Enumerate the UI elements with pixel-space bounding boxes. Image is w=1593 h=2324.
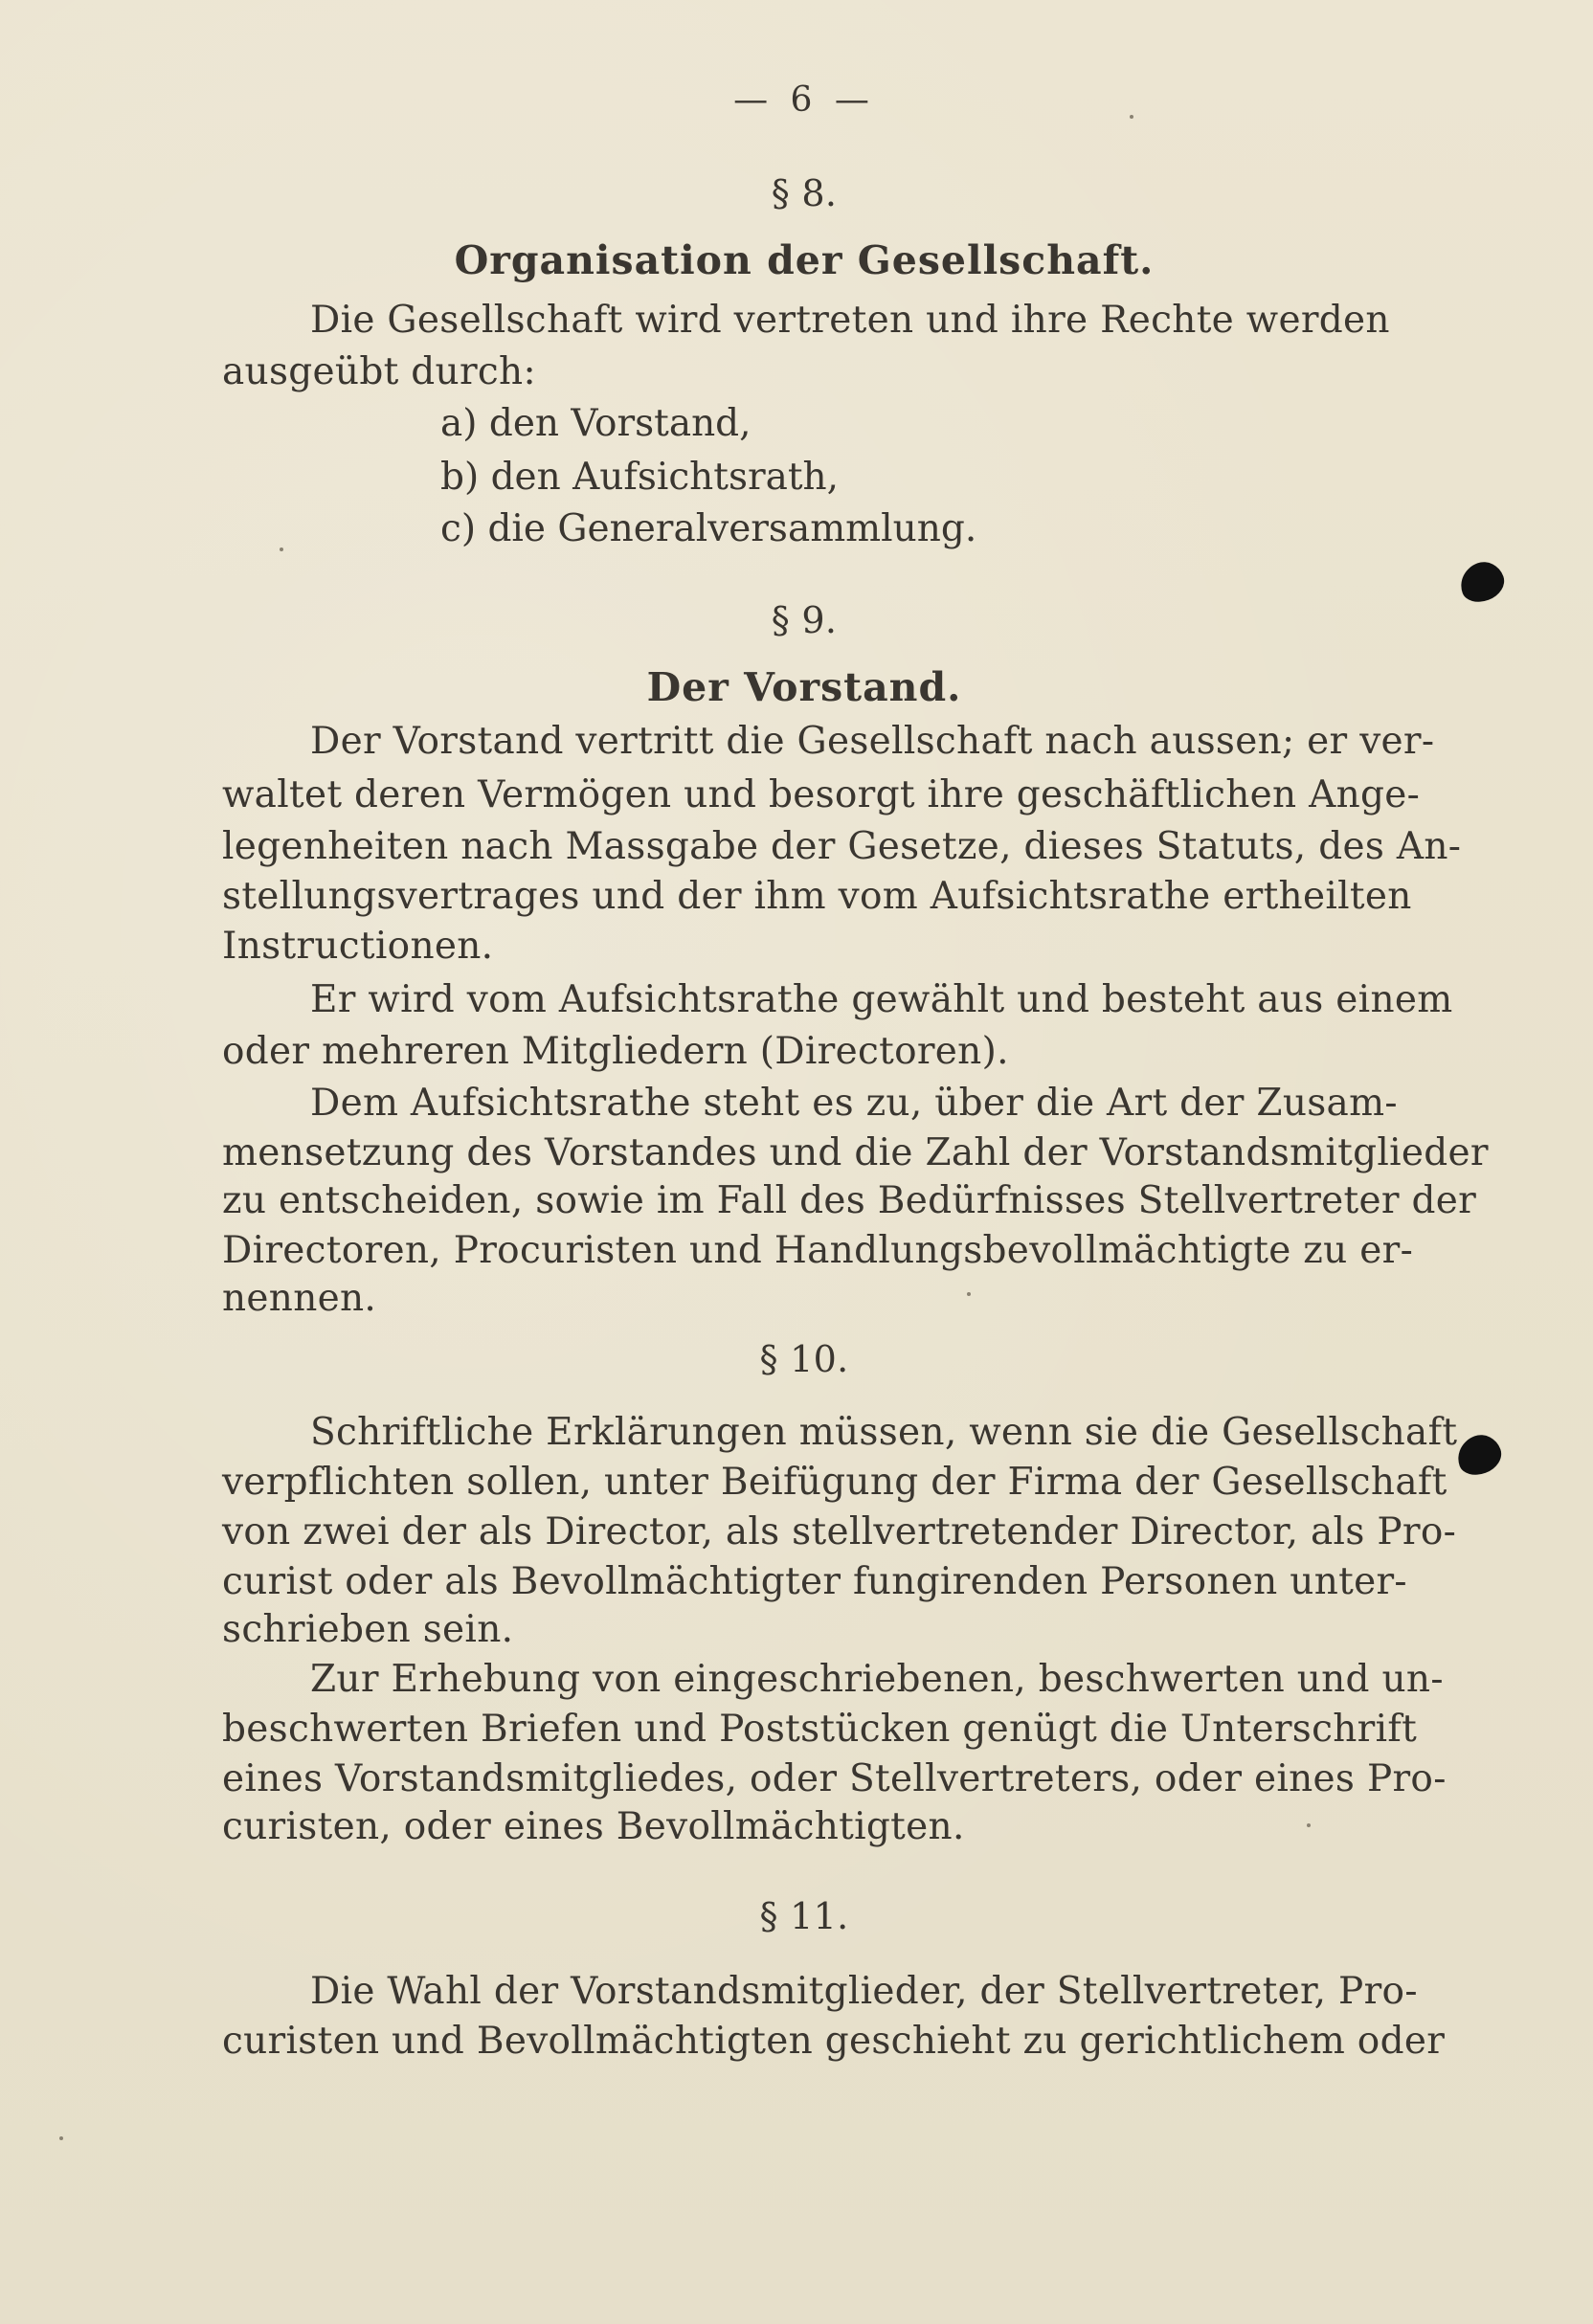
paragraph-line: eines Vorstandsmitgliedes, oder Stellvertreters, oder eines Pro- bbox=[222, 1757, 1447, 1800]
page-number: — 6 — bbox=[733, 80, 875, 120]
ink-blot-upper bbox=[1455, 556, 1510, 607]
section-title-8: Organisation der Gesellschaft. bbox=[454, 237, 1155, 283]
paragraph-line: Er wird vom Aufsichtsrathe gewählt und besteht aus einem bbox=[310, 978, 1453, 1021]
paragraph-line: Die Wahl der Vorstandsmitglieder, der Stellvertreter, Pro- bbox=[310, 1970, 1418, 2013]
paragraph-line: curisten, oder eines Bevollmächtigten. bbox=[222, 1805, 965, 1848]
paragraph-line: Instructionen. bbox=[222, 925, 494, 968]
section-number-11: § 11. bbox=[759, 1895, 849, 1937]
paper-speck bbox=[967, 1292, 971, 1296]
paragraph-line: stellungsvertrages und der ihm vom Aufsichtsrathe ertheilten bbox=[222, 875, 1412, 918]
paper-speck bbox=[280, 547, 283, 551]
paragraph-line: ausgeübt durch: bbox=[222, 350, 536, 393]
paragraph-line: Zur Erhebung von eingeschriebenen, beschwerten und un- bbox=[310, 1658, 1444, 1701]
paragraph-line: Die Gesellschaft wird vertreten und ihre Rechte werden bbox=[310, 299, 1390, 342]
list-item: b) den Aufsichtsrath, bbox=[440, 456, 840, 499]
paragraph-line: nennen. bbox=[222, 1277, 377, 1320]
section-number-8: § 8. bbox=[771, 172, 838, 214]
section-title-9: Der Vorstand. bbox=[646, 664, 962, 710]
ink-blot-lower bbox=[1452, 1429, 1507, 1480]
paragraph-line: Directoren, Procuristen und Handlungsbevollmächtigte zu er- bbox=[222, 1229, 1414, 1272]
paper-speck bbox=[59, 2136, 63, 2140]
paragraph-line: von zwei der als Director, als stellvertretender Director, als Pro- bbox=[222, 1510, 1457, 1553]
paragraph-line: curisten und Bevollmächtigten geschieht zu gerichtlichem oder bbox=[222, 2020, 1446, 2063]
paragraph-line: schrieben sein. bbox=[222, 1608, 514, 1651]
paragraph-line: mensetzung des Vorstandes und die Zahl der Vorstandsmitglieder bbox=[222, 1131, 1489, 1174]
paragraph-line: zu entscheiden, sowie im Fall des Bedürfnisses Stellvertreter der bbox=[222, 1179, 1477, 1222]
paper-speck bbox=[1307, 1823, 1311, 1827]
section-number-10: § 10. bbox=[759, 1338, 849, 1380]
paragraph-line: beschwerten Briefen und Poststücken genügt die Unterschrift bbox=[222, 1708, 1418, 1751]
paragraph-line: Schriftliche Erklärungen müssen, wenn sie die Gesellschaft bbox=[310, 1411, 1458, 1454]
paragraph-line: oder mehreren Mitgliedern (Directoren). bbox=[222, 1030, 1009, 1073]
section-number-9: § 9. bbox=[771, 599, 838, 641]
list-item: a) den Vorstand, bbox=[440, 402, 752, 445]
paragraph-line: Der Vorstand vertritt die Gesellschaft nach aussen; er ver- bbox=[310, 720, 1435, 763]
list-item: c) die Generalversammlung. bbox=[440, 507, 977, 550]
paragraph-line: curist oder als Bevollmächtigter fungirenden Personen unter- bbox=[222, 1560, 1407, 1603]
paragraph-line: legenheiten nach Massgabe der Gesetze, dieses Statuts, des An- bbox=[222, 825, 1462, 868]
paragraph-line: Dem Aufsichtsrathe steht es zu, über die Art der Zusam- bbox=[310, 1082, 1398, 1125]
paragraph-line: verpflichten sollen, unter Beifügung der Firma der Gesellschaft bbox=[222, 1461, 1447, 1504]
paragraph-line: waltet deren Vermögen und besorgt ihre geschäftlichen Ange- bbox=[222, 773, 1421, 816]
